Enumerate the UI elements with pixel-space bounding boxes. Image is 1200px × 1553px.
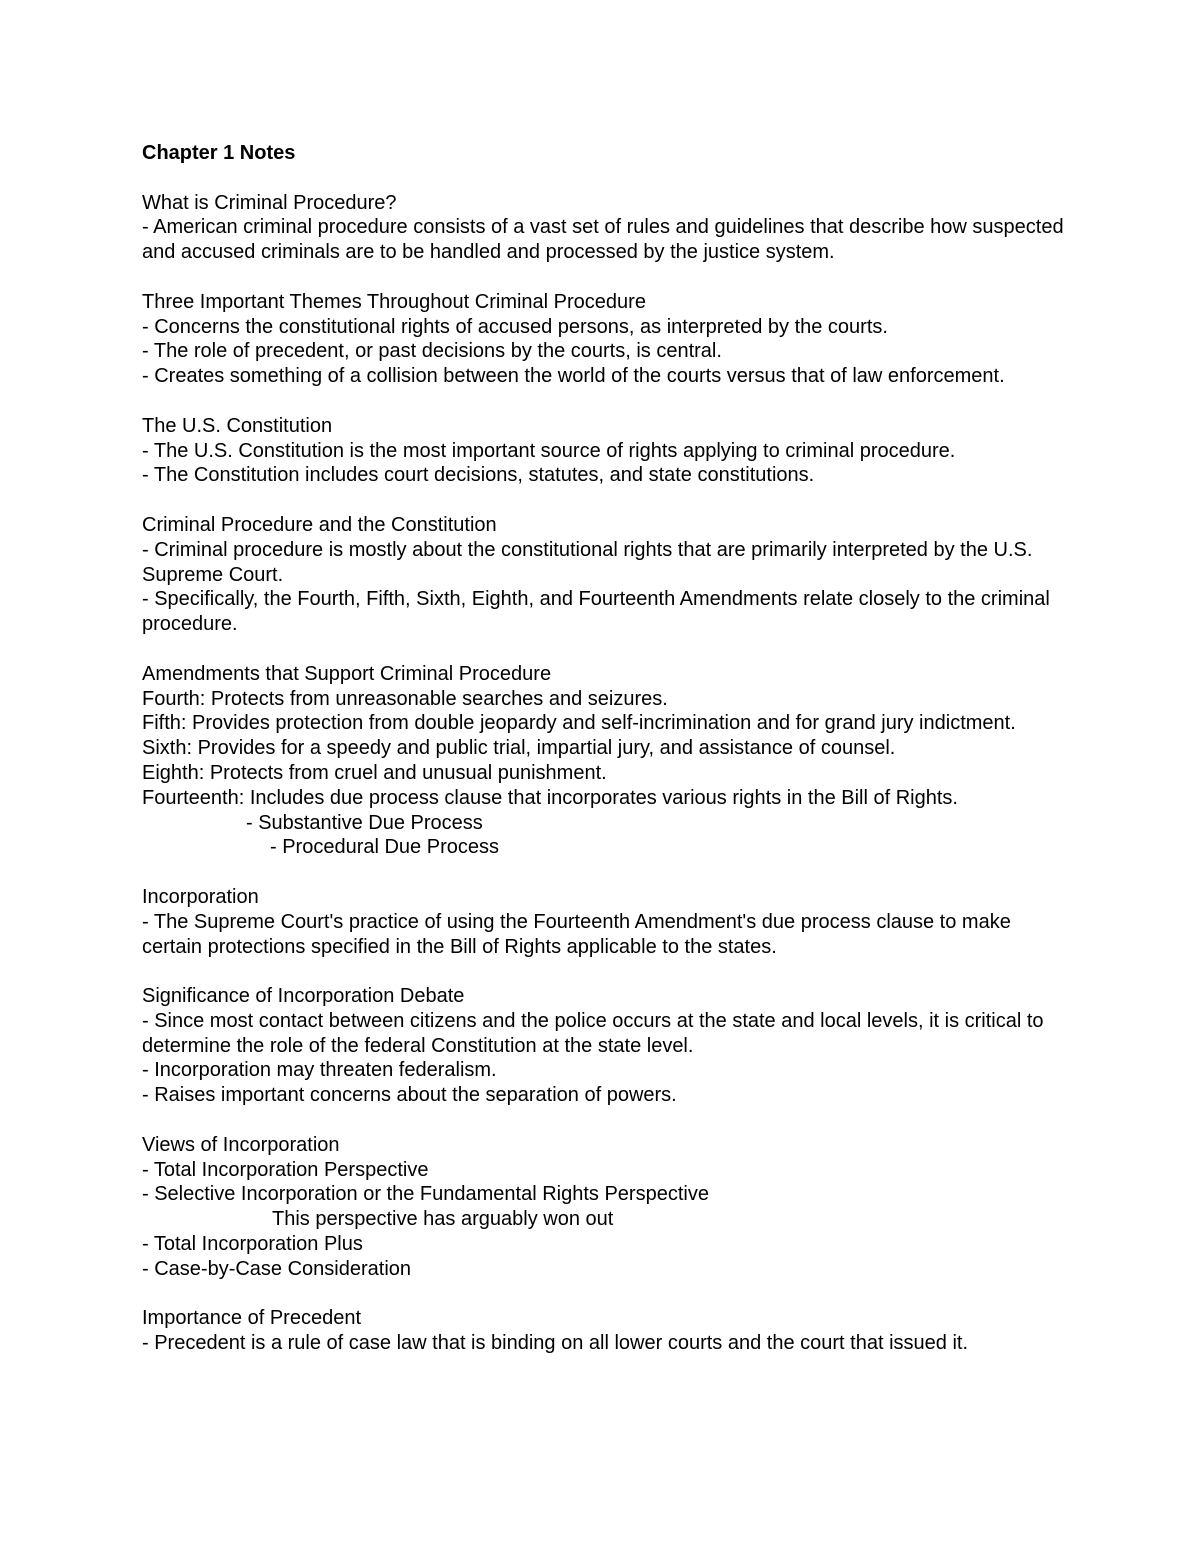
bullet-line: - Concerns the constitutional rights of accused persons, as interpreted by the courts. xyxy=(142,315,888,338)
section-amendments xyxy=(142,662,1072,860)
bullet-line: - The U.S. Constitution is the most important source of rights applying to criminal procedure. xyxy=(142,439,956,462)
amendment-line: Fourteenth: Includes due process clause that incorporates various rights in the Bill of Rights. xyxy=(142,786,958,809)
bullet-line: - Precedent is a rule of case law that is binding on all lower courts and the court that issued it. xyxy=(142,1332,968,1355)
section-incorporation-debate xyxy=(142,984,1072,1108)
bullet-line: - Case-by-Case Consideration xyxy=(142,1257,412,1280)
sub-bullet-line: - Substantive Due Process xyxy=(246,811,483,834)
amendment-line: Eighth: Protects from cruel and unusual punishment. xyxy=(142,761,607,784)
section-heading: Three Important Themes Throughout Criminal Procedure xyxy=(142,290,646,313)
sub-bullet-line: - Procedural Due Process xyxy=(270,836,499,859)
perspective-note: This perspective has arguably won out xyxy=(272,1208,614,1231)
section-heading: Importance of Precedent xyxy=(142,1307,362,1330)
section-what-is-criminal-procedure xyxy=(142,191,1072,265)
amendment-line: Fourth: Protects from unreasonable searches and seizures. xyxy=(142,687,668,710)
bullet-line: - The Supreme Court's practice of using the Fourteenth Amendment's due process clause to make certain protections specified in the Bill of Rights applicable to the states. xyxy=(142,910,1011,958)
bullet-line: - Criminal procedure is mostly about the constitutional rights that are primarily interpreted by the U.S. Supreme Court. xyxy=(142,538,1033,586)
section-procedure-and-constitution xyxy=(142,513,1072,637)
section-heading: Views of Incorporation xyxy=(142,1133,340,1156)
bullet-line: - American criminal procedure consists of a vast set of rules and guidelines that describe how suspected and accused criminals are to be handled and processed by the justice system. xyxy=(142,216,1064,264)
section-heading: Incorporation xyxy=(142,885,259,908)
section-importance-of-precedent xyxy=(142,1306,1072,1356)
section-heading: What is Criminal Procedure? xyxy=(142,191,397,214)
bullet-line: - Total Incorporation Plus xyxy=(142,1233,363,1256)
bullet-line: - Creates something of a collision between the world of the courts versus that of law enforcement. xyxy=(142,365,1005,388)
bullet-line: - The role of precedent, or past decisions by the courts, is central. xyxy=(142,340,722,363)
document-title: Chapter 1 Notes xyxy=(142,142,296,164)
section-incorporation xyxy=(142,885,1072,959)
section-views-of-incorporation xyxy=(142,1133,1072,1282)
section-three-themes xyxy=(142,290,1072,389)
bullet-line: - Incorporation may threaten federalism. xyxy=(142,1059,497,1082)
amendment-line: Fifth: Provides protection from double jeopardy and self-incrimination and for grand jury indictment. xyxy=(142,712,1016,735)
bullet-line: - Since most contact between citizens and the police occurs at the state and local levels, it is critical to determine the role of the federal Constitution at the state level. xyxy=(142,1009,1044,1057)
section-heading: Amendments that Support Criminal Procedure xyxy=(142,662,552,685)
bullet-line: - The Constitution includes court decisions, statutes, and state constitutions. xyxy=(142,464,815,487)
bullet-line: - Specifically, the Fourth, Fifth, Sixth, Eighth, and Fourteenth Amendments relate closely to the criminal procedure. xyxy=(142,588,1050,636)
amendment-line: Sixth: Provides for a speedy and public trial, impartial jury, and assistance of counsel. xyxy=(142,737,896,760)
section-heading: The U.S. Constitution xyxy=(142,414,333,437)
section-heading: Criminal Procedure and the Constitution xyxy=(142,513,497,536)
document-page xyxy=(142,141,1072,1356)
bullet-line: - Selective Incorporation or the Fundamental Rights Perspective xyxy=(142,1183,709,1206)
section-heading: Significance of Incorporation Debate xyxy=(142,985,465,1008)
bullet-line: - Total Incorporation Perspective xyxy=(142,1158,429,1181)
section-us-constitution xyxy=(142,414,1072,488)
bullet-line: - Raises important concerns about the separation of powers. xyxy=(142,1084,677,1107)
